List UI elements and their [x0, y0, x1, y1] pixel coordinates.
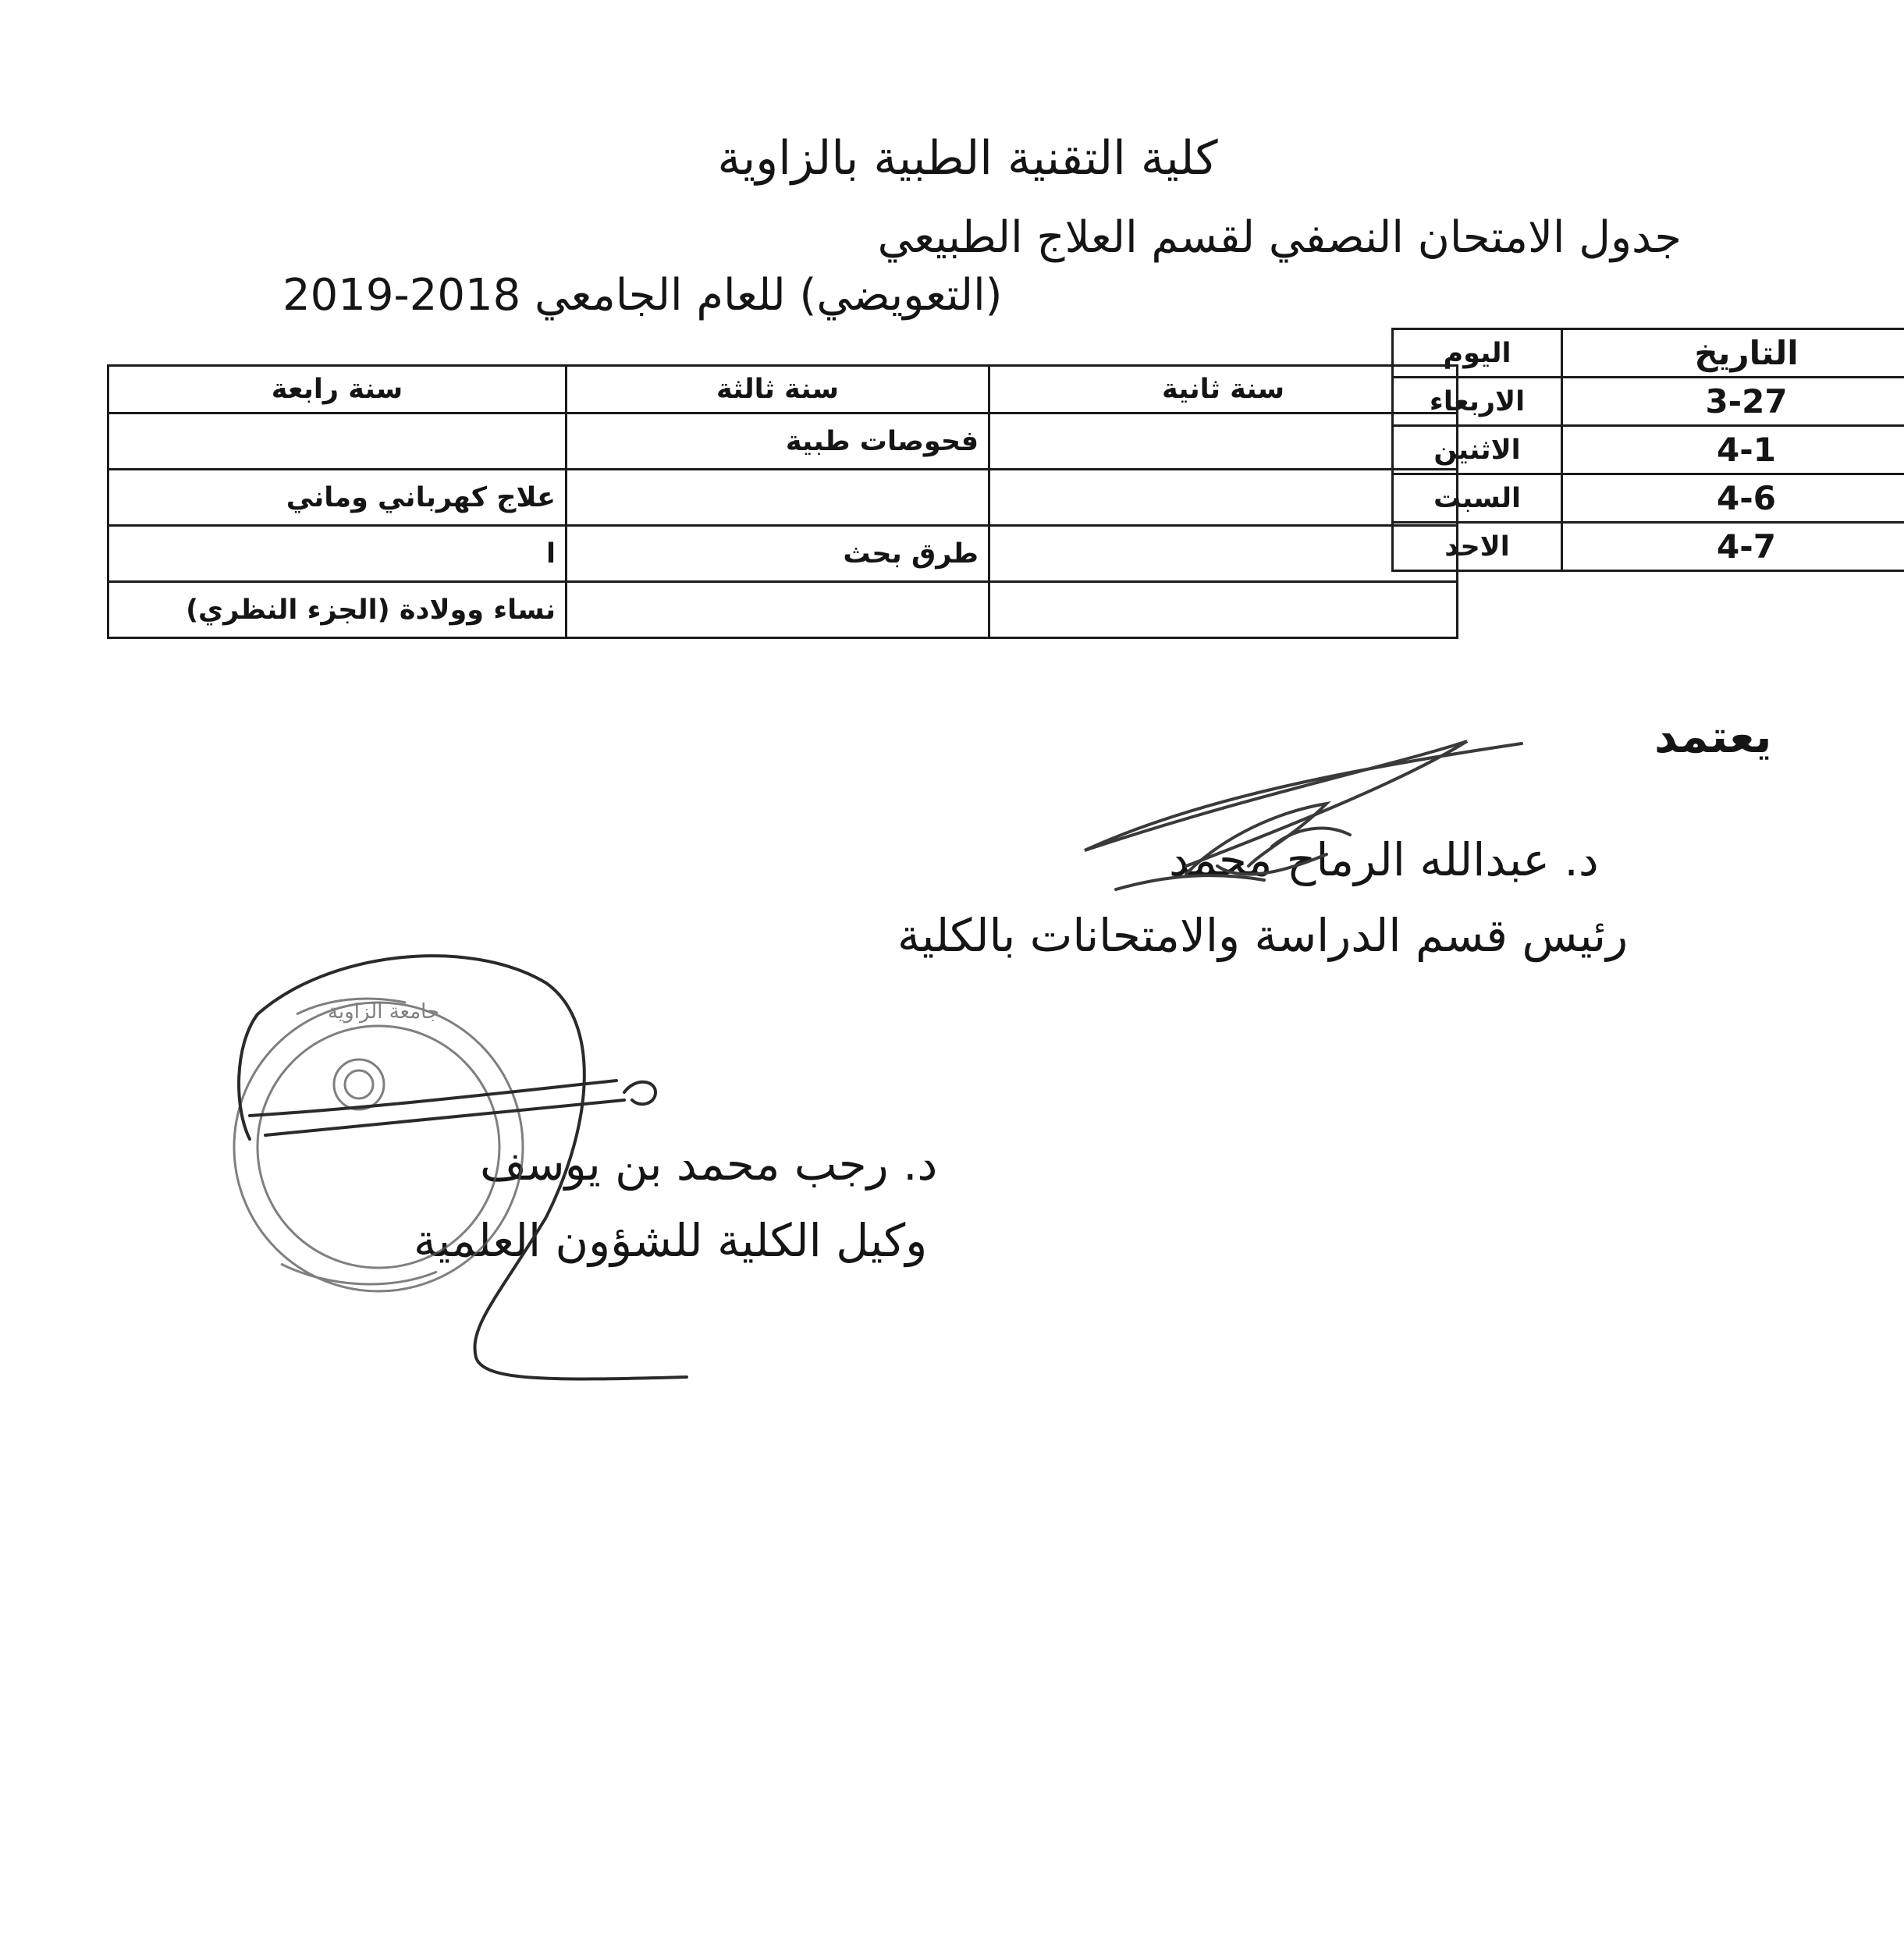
- approval-label: يعتمد: [1654, 710, 1772, 763]
- fourth-year-cell: [108, 414, 567, 470]
- table-header-row: [108, 366, 1458, 414]
- table-row: [108, 582, 1458, 638]
- signer2-title: وكيل الكلية للشؤون العلمية: [414, 1214, 928, 1267]
- date-cell: 3-27: [1562, 378, 1904, 426]
- date-cell: 4-1: [1562, 426, 1904, 474]
- college-title: كلية التقنية الطبية بالزاوية: [717, 131, 1218, 186]
- signer2-name: د. رجب محمد بن يوسف: [480, 1138, 938, 1191]
- second-year-header: سنة ثانية: [989, 366, 1458, 414]
- table-header-row: [1393, 329, 1904, 378]
- third-year-cell: [567, 582, 989, 638]
- third-year-header: سنة ثالثة: [567, 366, 989, 414]
- table-row: [1393, 378, 1904, 426]
- day-cell: السبت: [1393, 474, 1562, 523]
- day-cell: الاثنين: [1393, 426, 1562, 474]
- date-cell: 4-6: [1562, 474, 1904, 523]
- second-year-cell: [989, 526, 1458, 582]
- schedule-title-line2: (التعويضي) للعام الجامعي 2018-2019: [282, 270, 1003, 321]
- schedule-title-line1: جدول الامتحان النصفي لقسم العلاج الطبيعي: [877, 212, 1682, 263]
- third-year-cell: فحوصات طبية: [567, 414, 989, 470]
- date-cell: 4-7: [1562, 523, 1904, 571]
- table-row: [108, 526, 1458, 582]
- fourth-year-cell: علاج كهرباني وماني: [108, 470, 567, 526]
- third-year-cell: طرق بحث: [567, 526, 989, 582]
- fourth-year-cell: ا: [108, 526, 567, 582]
- date-header: التاريخ: [1562, 329, 1904, 378]
- date-day-table: [1391, 328, 1904, 572]
- second-year-cell: [989, 582, 1458, 638]
- fourth-year-header: سنة رابعة: [108, 366, 567, 414]
- table-row: [1393, 523, 1904, 571]
- day-cell: الاحد: [1393, 523, 1562, 571]
- day-cell: الاربعاء: [1393, 378, 1562, 426]
- table-row: [108, 470, 1458, 526]
- second-year-cell: [989, 414, 1458, 470]
- day-header: اليوم: [1393, 329, 1562, 378]
- year-schedule-table: [107, 364, 1458, 639]
- signer1-title: رئيس قسم الدراسة والامتحانات بالكلية: [897, 909, 1629, 962]
- third-year-cell: [567, 470, 989, 526]
- signer1-name: د. عبدالله الرماح محمد: [1169, 833, 1599, 886]
- table-row: [1393, 426, 1904, 474]
- stamp-text: جامعة الزاوية: [328, 1000, 440, 1024]
- table-row: [1393, 474, 1904, 523]
- fourth-year-cell: نساء وولادة (الجزء النظري): [108, 582, 567, 638]
- table-row: [108, 414, 1458, 470]
- second-year-cell: [989, 470, 1458, 526]
